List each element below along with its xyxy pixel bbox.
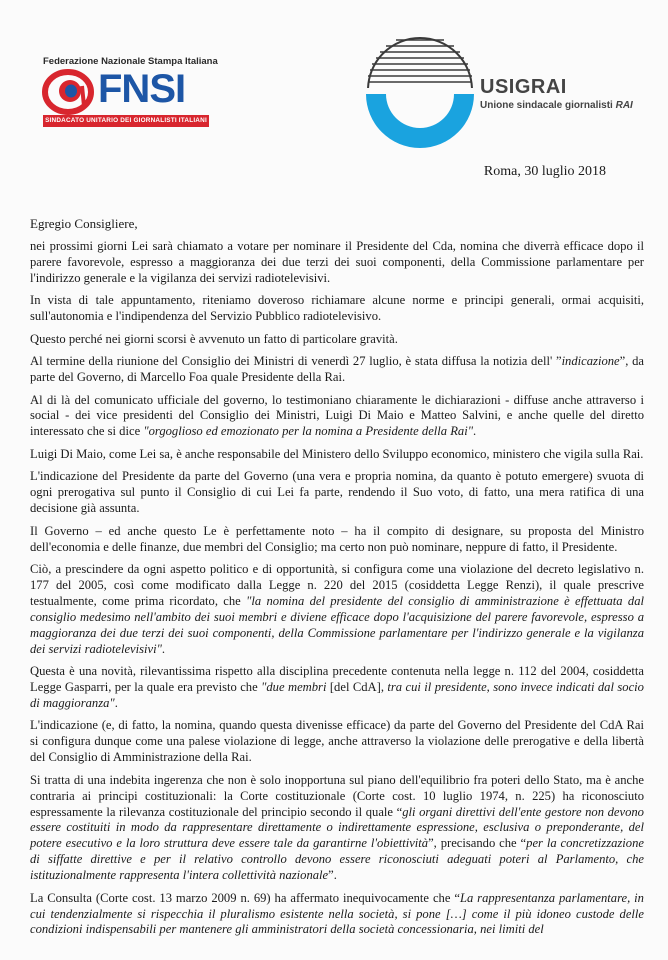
paragraph-10-quote-start: "due membri	[261, 680, 327, 694]
fnsi-logo	[38, 56, 218, 130]
fnsi-federation-name: Federazione Nazionale Stampa Italiana	[43, 56, 218, 67]
letter-body	[30, 216, 644, 945]
paragraph-5-text: Al di là del comunicato ufficiale del governo, lo testimoniano chiaramente le dichiarazioni - diffuse anche attraverso i social - dei vice presidenti del Consiglio dei Ministri, Luigi Di Maio e Matteo Salvini, e anche quelle del diretto interessato che si dice	[30, 392, 644, 439]
paragraph-13-text: La Consulta (Corte cost. 13 marzo 2009 n. 69) ha affermato inequivocamente che “	[30, 890, 460, 905]
paragraph-5	[30, 393, 644, 441]
paragraph-10	[30, 664, 644, 712]
paragraph-12	[30, 773, 644, 884]
paragraph-9-tail: .	[161, 641, 166, 656]
paragraph-4-text: Al termine della riunione del Consiglio dei Ministri di venerdì 27 luglio, è stata diffusa la notizia dell' ”	[30, 354, 562, 369]
paragraph-12-text: Si tratta di una indebita ingerenza che non è solo inopportuna sul piano dell'equilibrio fra poteri dello Stato, ma è anche contraria ai principi costituzionali: la Corte costituzionale (Corte cost. 10 luglio 1974, n. 225) ha riconosciuto espressamente la rilevanza costituzionale del principio secondo il quale “	[30, 772, 644, 819]
fnsi-wordmark: FNSI	[98, 67, 186, 111]
paragraph-12-middle: ”, precisando che “	[428, 836, 527, 851]
letter-date: Roma, 30 luglio 2018	[483, 164, 606, 179]
paragraph-13-quote: La rappresentanza parlamentare, in cui tendenzialmente si rispecchia il pluralismo esistente nella società, si pone […] come il più idoneo custode delle condizioni indispensabili per mantenere gli amministratori della società concessionaria, nei limiti del	[30, 890, 644, 937]
paragraph-4-emphasis: indicazione	[561, 354, 620, 369]
paragraph-4	[30, 354, 644, 386]
paragraph-6: Luigi Di Maio, come Lei sa, è anche responsabile del Ministero dello Sviluppo economico, ministero che vigila sulla Rai.	[30, 446, 644, 461]
usigrai-wordmark: USIGRAI	[480, 76, 567, 98]
paragraph-10-quote-end: tra cui il presidente, sono invece indicati dal socio di maggioranza"	[30, 680, 644, 710]
paragraph-4-tail: ”, da parte del Governo, di Marcello Foa quale Presidente della Rai.	[30, 354, 645, 385]
paragraph-10-text: Questa è una novità, rilevantissima rispetto alla disciplina precedente contenuta nella legge n. 112 del 2004, cosiddetta Legge Gasparri, per la quale era previsto che	[30, 664, 644, 694]
usigrai-subtitle	[480, 100, 633, 111]
paragraph-2: In vista di tale appuntamento, riteniamo doveroso richiamare alcune norme e principi generali, ormai acquisiti, sull'autonomia e l'indipendenza del Servizio Pubblico radiotelevisivo.	[30, 293, 644, 324]
paragraph-9-quote: "la nomina del presidente del consiglio di amministrazione è effettuata dal consiglio medesimo nell'ambito dei suoi membri e diviene efficace dopo l'acquisizione del parere favorevole, espresso a maggioranza dei due terzi dei suoi componenti, della Commissione parlamentare per l'indirizzo generale e la vigilanza dei servizi radiotelevisivi"	[30, 593, 644, 656]
paragraph-12-quote-1: gli organi direttivi dell'ente gestore non devono essere costituiti in modo da rappresentare direttamente o indirettamente espressione, esclusiva o preponderante, del potere esecutivo e la loro struttura deve essere tale da garantirne l'obiettività	[30, 804, 644, 851]
paragraph-11: L'indicazione (e, di fatto, la nomina, quando questa divenisse efficace) da parte del Governo del Presidente del CdA Rai si configura dunque come una palese violazione di legge, anche attraverso la violazione delle prerogative e della libertà del Consiglio di Amministrazione della Rai.	[30, 718, 644, 765]
usigrai-subtitle-rai: RAI	[615, 100, 633, 111]
paragraph-13	[30, 891, 644, 939]
paragraph-1: nei prossimi giorni Lei sarà chiamato a votare per nominare il Presidente del Cda, nomina che diverrà efficace dopo il parere favorevole, espresso a maggioranza dei due terzi dei suoi componenti, della Commissione parlamentare per l'indirizzo generale e la vigilanza dei servizi radiotelevisivi.	[30, 238, 644, 285]
paragraph-12-tail: ”.	[328, 868, 337, 883]
usigrai-emblem-icon	[362, 34, 482, 150]
paragraph-8: Il Governo – ed anche questo Le è perfettamente noto – ha il compito di designare, su proposta del Ministro dell'economia e delle finanze, due membri del Consiglio; ma certo non può nominare, neppure di fatto, il Presidente.	[30, 523, 644, 554]
fnsi-tagline: SINDACATO UNITARIO DEI GIORNALISTI ITALIANI	[43, 115, 209, 127]
paragraph-5-quote: "orgoglioso ed emozionato per la nomina a Presidente della Rai"	[143, 424, 474, 439]
usigrai-subtitle-text: Unione sindacale giornalisti	[480, 100, 613, 111]
paragraph-10-tail: .	[114, 695, 118, 710]
paragraph-12-quote-2: per la concretizzazione di siffatte direttive e per il relativo controllo devono essere riconosciuti adeguati poteri al Parlamento, che istituzionalmente rappresenta l'intera collettività nazionale	[30, 836, 644, 883]
paragraph-9-text: Ciò, a prescindere da ogni aspetto politico e di opportunità, si configura come una violazione del decreto legislativo n. 177 del 2005, così come modificato dalla Legge n. 220 del 2015 (cosiddetta Legge Renzi), il quale prescrive testualmente, come prima ricordato, che	[30, 562, 644, 608]
paragraph-7: L'indicazione del Presidente da parte del Governo (una vera e propria nomina, da quanto è potuto emergere) svuota di ogni prerogativa sul punto il Consiglio di cui Lei fa parte, rendendo il Suo voto, di fatto, una mera ratifica di una decisione già assunta.	[30, 469, 644, 516]
salutation: Egregio Consigliere,	[30, 216, 138, 231]
paragraph-3: Questo perché nei giorni scorsi è avvenuto un fatto di particolare gravità.	[30, 331, 398, 346]
fnsi-at-sign-icon	[38, 66, 100, 116]
paragraph-10-bracket: [del CdA],	[326, 680, 388, 694]
paragraph-9	[30, 562, 644, 657]
paragraph-5-tail: .	[473, 424, 477, 439]
